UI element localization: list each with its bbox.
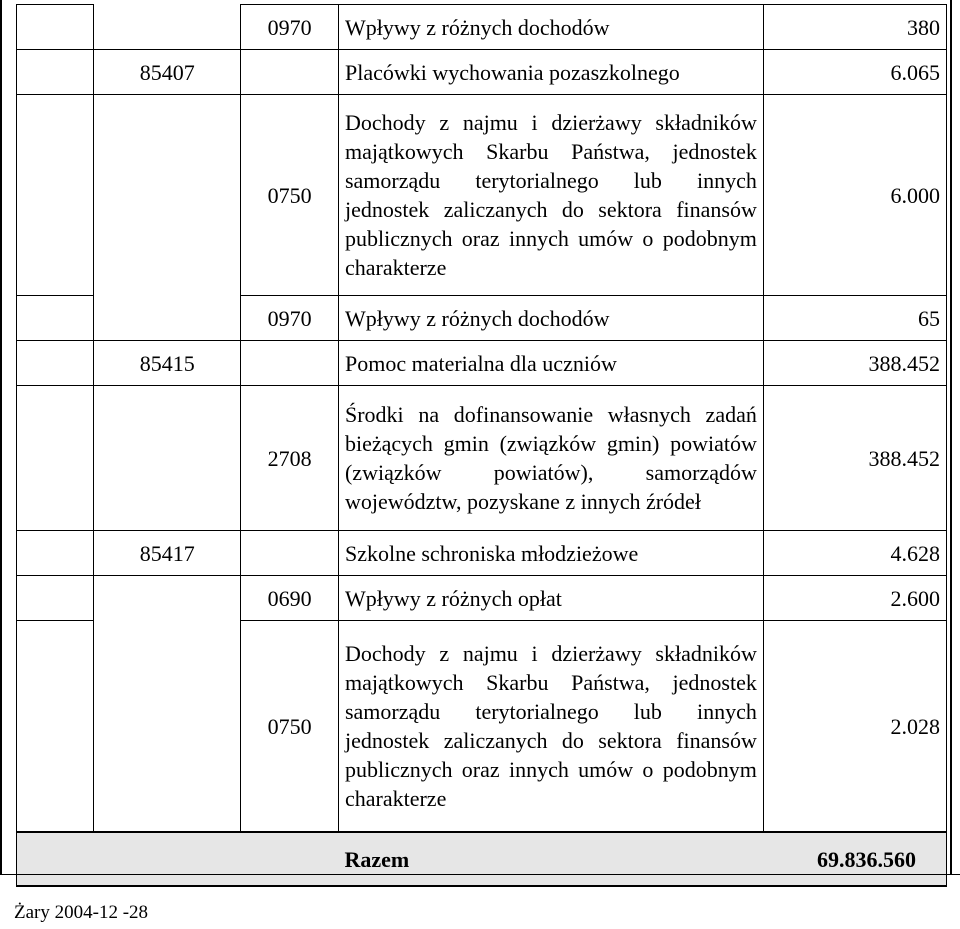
dept-cell: [17, 531, 94, 576]
total-amount: 69.836.560: [763, 832, 946, 886]
amount-cell: 2.600: [763, 576, 946, 621]
section-cell: [94, 576, 241, 621]
table-row: [17, 50, 947, 95]
amount-cell: 388.452: [763, 341, 946, 386]
code-cell: 2708: [241, 386, 339, 531]
code-cell: [241, 50, 339, 95]
dept-cell: [17, 341, 94, 386]
section-cell: 85407: [94, 50, 241, 95]
description-cell: Dochody z najmu i dzierżawy składników majątkowych Skarbu Państwa, jednostek samorządu terytorialnego lub innych jednostek zaliczanych do sektora finansów publicznych oraz innych umów o podobnym charakterze: [338, 621, 763, 833]
amount-cell: 380: [763, 5, 946, 50]
amount-cell: 388.452: [763, 386, 946, 531]
place-date: Żary 2004-12 -28: [14, 902, 149, 923]
table-row: [17, 576, 947, 621]
table-row: [17, 621, 947, 833]
table-row: [17, 386, 947, 531]
section-cell: [94, 621, 241, 833]
table-row: [17, 296, 947, 341]
amount-cell: 2.028: [763, 621, 946, 833]
code-cell: 0690: [241, 576, 339, 621]
amount-cell: 6.065: [763, 50, 946, 95]
code-cell: 0750: [241, 95, 339, 296]
total-row: [17, 832, 947, 886]
code-cell: [241, 341, 339, 386]
description-cell: Pomoc materialna dla uczniów: [338, 341, 763, 386]
amount-cell: 4.628: [763, 531, 946, 576]
table-row: [17, 95, 947, 296]
dept-cell: [17, 95, 94, 296]
section-cell: [94, 296, 241, 341]
dept-cell: [17, 5, 94, 50]
description-cell: Środki na dofinansowanie własnych zadań bieżących gmin (związków gmin) powiatów (związków powiatów), samorządów województw, pozyskane z innych źródeł: [338, 386, 763, 531]
description-cell: Szkolne schroniska młodzieżowe: [338, 531, 763, 576]
dept-cell: [17, 386, 94, 531]
code-cell: 0970: [241, 296, 339, 341]
section-cell: [94, 386, 241, 531]
amount-cell: 65: [763, 296, 946, 341]
code-cell: 0750: [241, 621, 339, 833]
section-cell: [94, 95, 241, 296]
section-cell: 85415: [94, 341, 241, 386]
section-cell: [94, 5, 241, 50]
description-cell: Dochody z najmu i dzierżawy składników majątkowych Skarbu Państwa, jednostek samorządu terytorialnego lub innych jednostek zaliczanych do sektora finansów publicznych oraz innych umów o podobnym charakterze: [338, 95, 763, 296]
description-cell: Placówki wychowania pozaszkolnego: [338, 50, 763, 95]
footer-divider: [0, 874, 960, 875]
dept-cell: [17, 296, 94, 341]
description-cell: Wpływy z różnych opłat: [338, 576, 763, 621]
table-row: [17, 531, 947, 576]
description-cell: Wpływy z różnych dochodów: [338, 296, 763, 341]
description-cell: Wpływy z różnych dochodów: [338, 5, 763, 50]
dept-cell: [17, 50, 94, 95]
budget-table: [16, 4, 947, 887]
table-row: [17, 341, 947, 386]
code-cell: [241, 531, 339, 576]
dept-cell: [17, 576, 94, 621]
amount-cell: 6.000: [763, 95, 946, 296]
section-cell: 85417: [94, 531, 241, 576]
code-cell: 0970: [241, 5, 339, 50]
total-spacer: [17, 832, 339, 886]
table-row: [17, 5, 947, 50]
total-label: Razem: [338, 832, 763, 886]
dept-cell: [17, 621, 94, 833]
